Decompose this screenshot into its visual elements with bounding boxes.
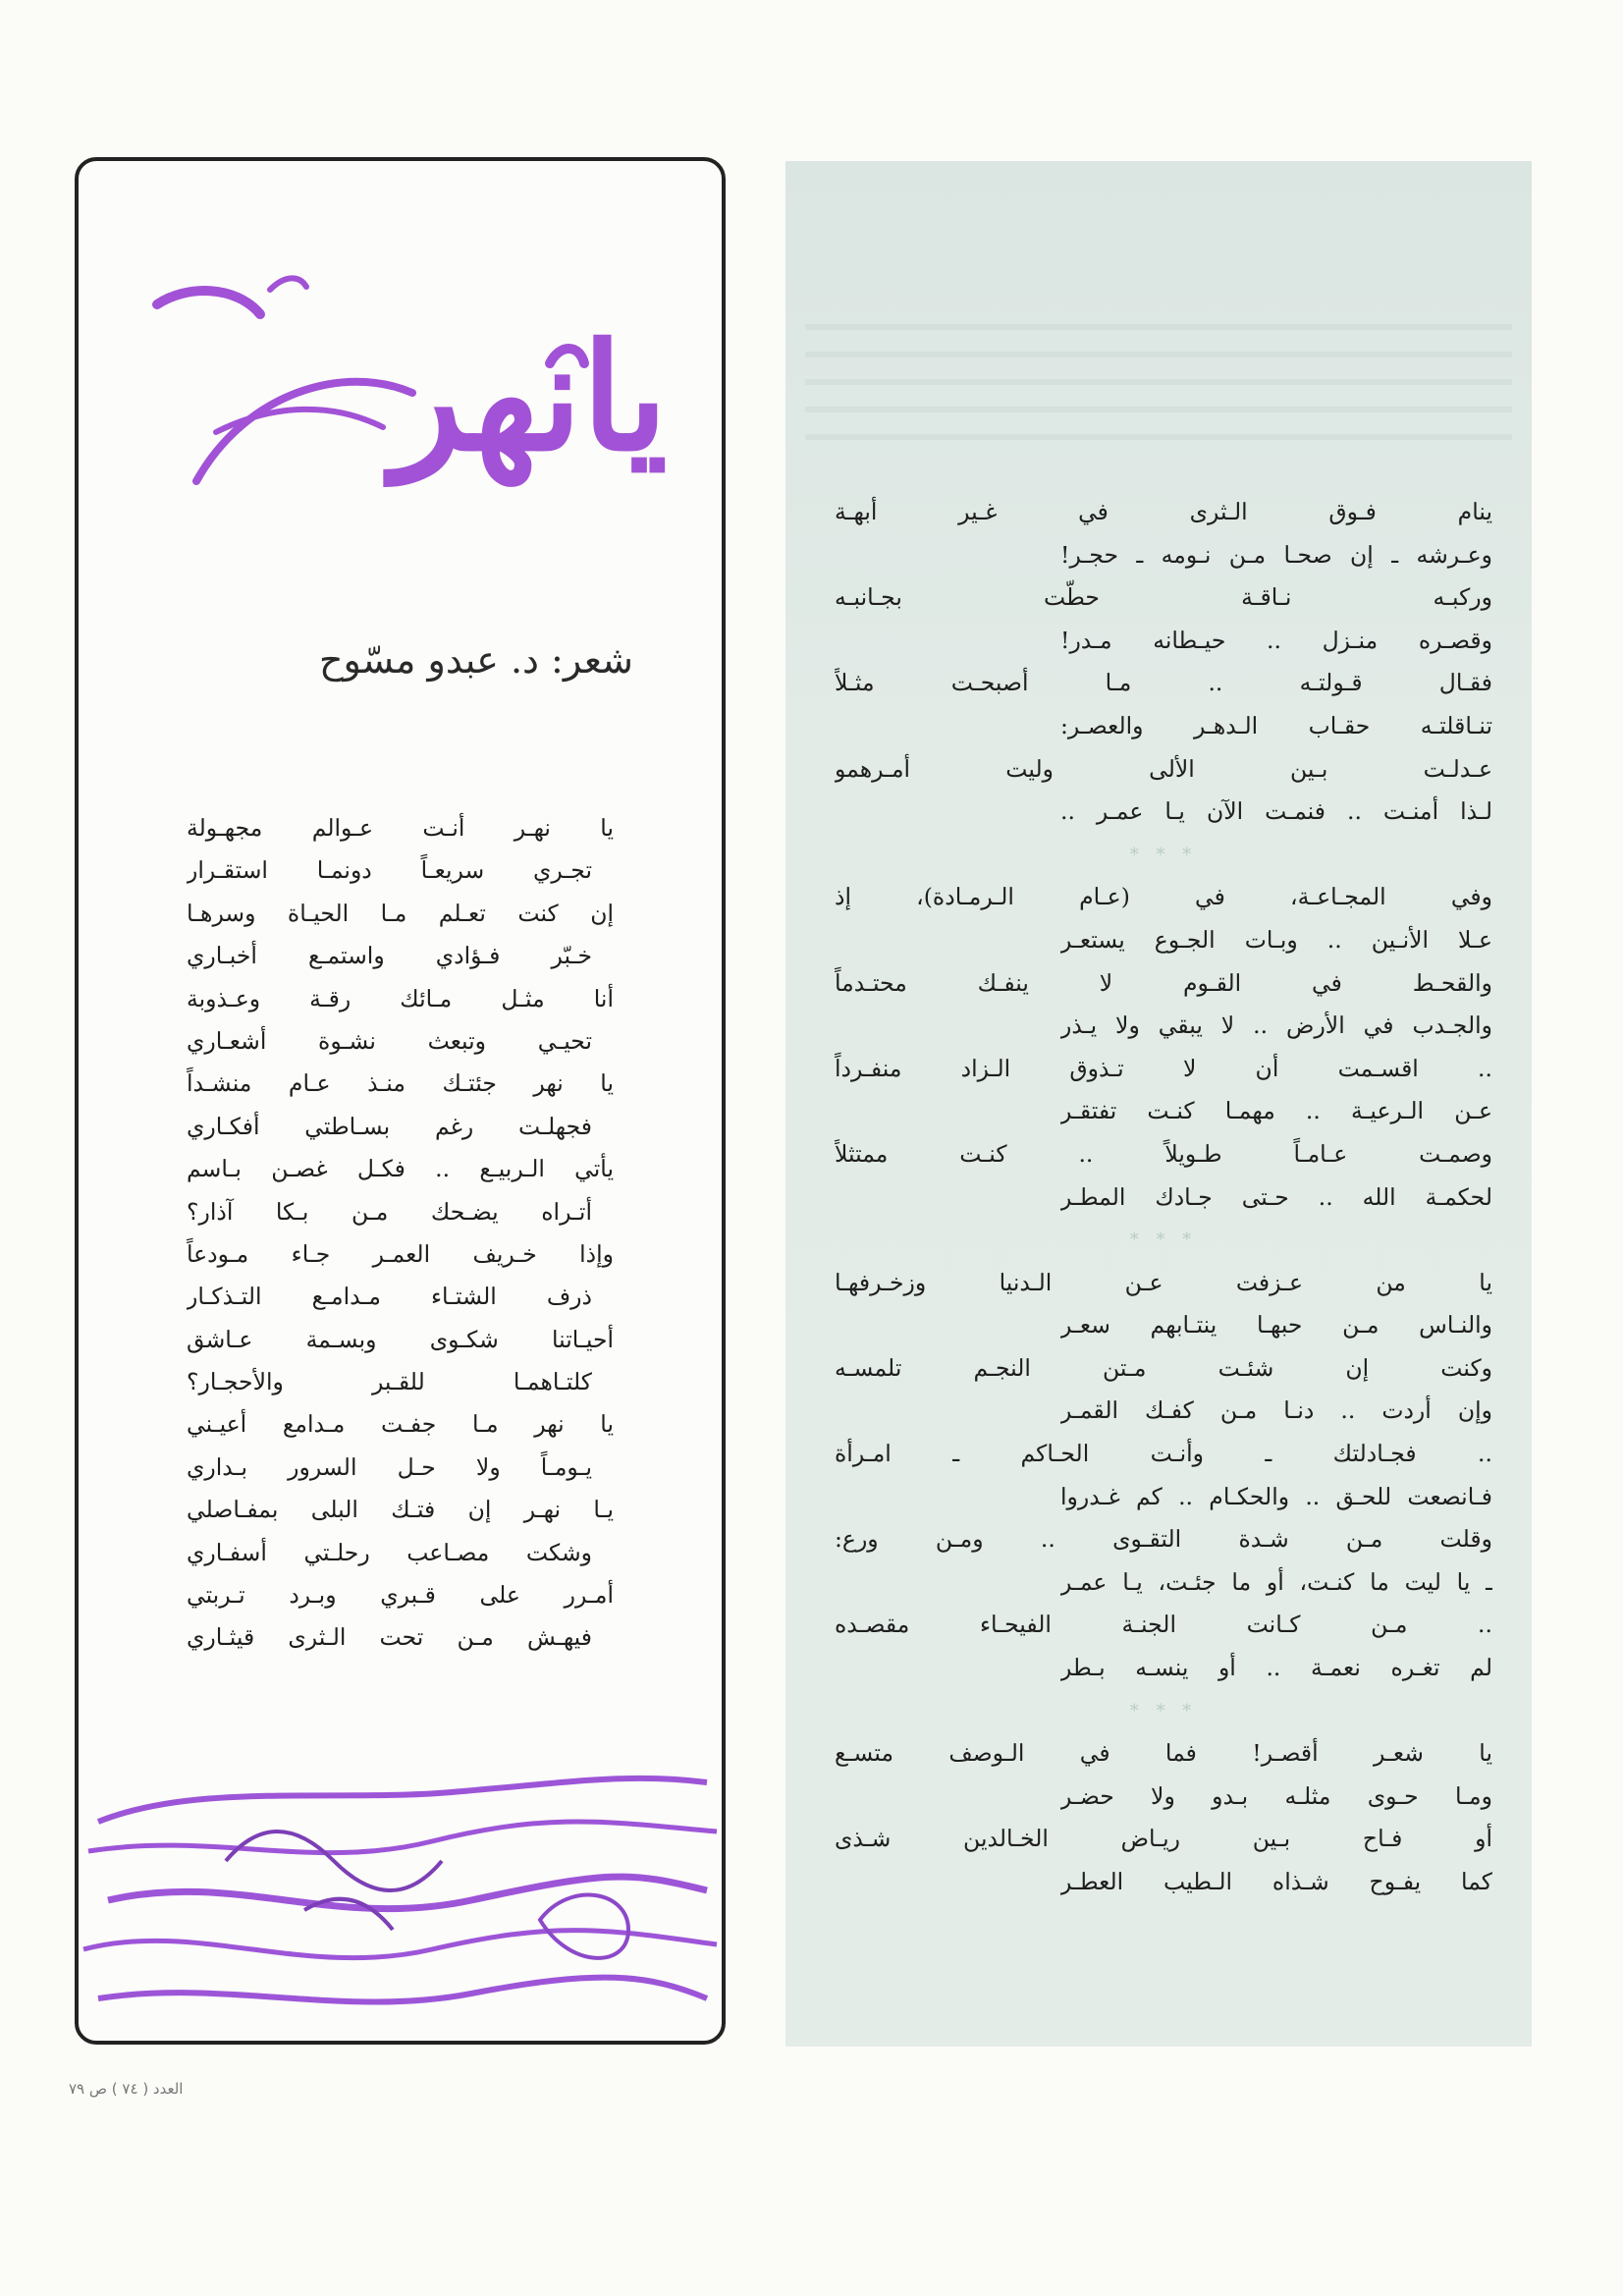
- waves-illustration-icon: [79, 1763, 722, 2043]
- poem-line: ينام فـوق الـثرى في غـير أبهـة: [835, 498, 1492, 525]
- poem-line: وإذا خـريف العمـر جـاء مـودعاً: [187, 1239, 614, 1268]
- poem-line: وشكت مصـاعب رحلـتي أسفـاري: [187, 1538, 592, 1566]
- stanza-separator: * * *: [1129, 1230, 1198, 1251]
- poem-line: كما يفـوح شـذاه الـطيب العطـر: [1060, 1868, 1492, 1895]
- poem-line: أتـراه يضـحك مـن بـكا آذار؟: [187, 1197, 592, 1226]
- poem-line: والنـاس مـن حبهـا ينتـابهم سعـر: [1060, 1311, 1492, 1339]
- poem-line: أو فـاح بـين ريـاض الخـالدين شـذى: [835, 1825, 1492, 1853]
- poem-line: أحيـاتنا شكـوى وبسـمة عـاشق: [187, 1325, 614, 1353]
- poem-line: خـبّر فـؤادي واستمـع أخبـاري: [187, 942, 592, 970]
- poem-line: فقـال قـولتـه .. مـا أصبحـت مثـلاً: [835, 669, 1492, 697]
- poem-line: تجـري سريعـاً دونمـا استقـرار: [187, 856, 592, 885]
- poem-line: ذرف الشتـاء مـدامـع التـذكـار: [187, 1283, 592, 1311]
- poem-line: والجـدب في الأرض .. لا يبقي ولا يـذر: [1060, 1011, 1492, 1040]
- poem-line: أمـرر على قـبري وبـرد تـربتي: [187, 1581, 614, 1610]
- poem-line: يأتي الـربيـع .. فكـل غصـن بـاسم: [187, 1155, 614, 1183]
- stanza-separator: * * *: [1129, 844, 1198, 865]
- poem-line: لحكمـة الله .. حـتى جـادك المطـر: [1060, 1182, 1492, 1211]
- poem-byline: شعر: د. عبدو مسّوح: [318, 638, 633, 682]
- page-title: يانهر: [391, 311, 668, 484]
- poem-line: ومـا حـوى مثلـه بـدو ولا حضـر: [1060, 1781, 1492, 1810]
- right-poem-lines: [835, 491, 1492, 1904]
- poem-line: وقلت مـن شـدة التقـوى .. ومـن ورع:: [835, 1525, 1492, 1554]
- poem-line: والقحـط في القـوم لا ينفـك محتـدماً: [835, 968, 1492, 997]
- page-footer: العدد ( ٧٤ ) ص ٧٩: [69, 2080, 184, 2098]
- poem-line: عـلا الأنـين .. وبـات الجـوع يستعـر: [1060, 925, 1492, 954]
- poem-line: وفي المجـاعـة، في (عـام الـرمـادة)، إذ: [835, 883, 1492, 911]
- poem-line: وإن أردت .. دنـا مـن كفـك القمـر: [1060, 1396, 1492, 1425]
- poem-line: وعـرشه ـ إن صحـا مـن نـومه ـ حجـر!: [1060, 540, 1492, 569]
- poem-line: وكنت إن شئـت مـتن النجـم تلمسـه: [835, 1353, 1492, 1382]
- poem-line: كلتـاهمـا للقـبر والأحجـار؟: [187, 1368, 592, 1396]
- poem-line: وقصـره منـزل .. حيـطانه مـدر!: [1060, 626, 1492, 654]
- poem-line: يـا نهـر إن فتـك البلى بمفـاصلي: [187, 1496, 614, 1524]
- left-poem-lines: [187, 807, 614, 1660]
- poem-line: تحيـي وتبعث نشـوة أشعـاري: [187, 1026, 592, 1055]
- poem-line: تنـاقلتـه حقـاب الـدهـر والعصـر:: [1060, 711, 1492, 739]
- poem-line: فـانصعت للحـق .. والحكـام .. كم غـدروا: [1060, 1482, 1492, 1510]
- poem-line: فيهـش مـن تحت الـثرى قيثـاري: [187, 1623, 592, 1652]
- poem-line: أنا مثـل مـائك رقـة وعـذوبة: [187, 984, 614, 1012]
- poem-line: عـن الـرعيـة .. مهمـا كنـت تفتقـر: [1060, 1097, 1492, 1125]
- faded-text-area: [805, 324, 1512, 462]
- poem-line: يا شعـر أقصـر! فما في الـوصف متسـع: [835, 1739, 1492, 1768]
- poem-line: .. اقسـمت أن لا تـذوق الـزاد منفـرداً: [835, 1054, 1492, 1082]
- poem-line: فجهلـت رغم بسـاطتي أفكـاري: [187, 1112, 592, 1140]
- poem-line: وركبـه نـاقـة حطّت بجـانبـه: [835, 583, 1492, 612]
- stanza-separator: * * *: [1129, 1700, 1198, 1722]
- poem-line: .. فجـادلتك ـ وأنـت الحـاكم ـ امـرأة: [835, 1440, 1492, 1468]
- poem-line: ـ يا ليت ما كنـت، أو ما جئـت، يـا عمـر: [1060, 1567, 1492, 1596]
- poem-line: يـومـاً ولا حـل السرور بـداري: [187, 1452, 592, 1481]
- poem-line: لم تغـره نعمـة .. أو ينسـه بـطر: [1060, 1654, 1492, 1682]
- poem-line: لـذا أمنـت .. فنمـت الآن يـا عمـر ..: [1060, 797, 1492, 826]
- poem-line: .. مـن كـانت الجنـة الفيحـاء مقصـده: [835, 1611, 1492, 1639]
- poem-line: وصمـت عـامـاً طـويلاً .. كنـت ممتثلاً: [835, 1139, 1492, 1168]
- poem-line: يا من عـزفت عـن الـدنيا وزخـرفهـا: [835, 1268, 1492, 1296]
- poem-line: يا نهـر أنـت عـوالم مجهـولة: [187, 814, 614, 842]
- poem-line: إن كنت تعـلم مـا الحيـاة وسرهـا: [187, 899, 614, 927]
- poem-line: يا نهر جئتـك منـذ عـام منشـداً: [187, 1069, 614, 1098]
- poem-line: يا نهر مـا جفـت مـدامع أعيـني: [187, 1410, 614, 1439]
- poem-line: عـدلـت بـين الألى وليت أمـرهمو: [835, 754, 1492, 783]
